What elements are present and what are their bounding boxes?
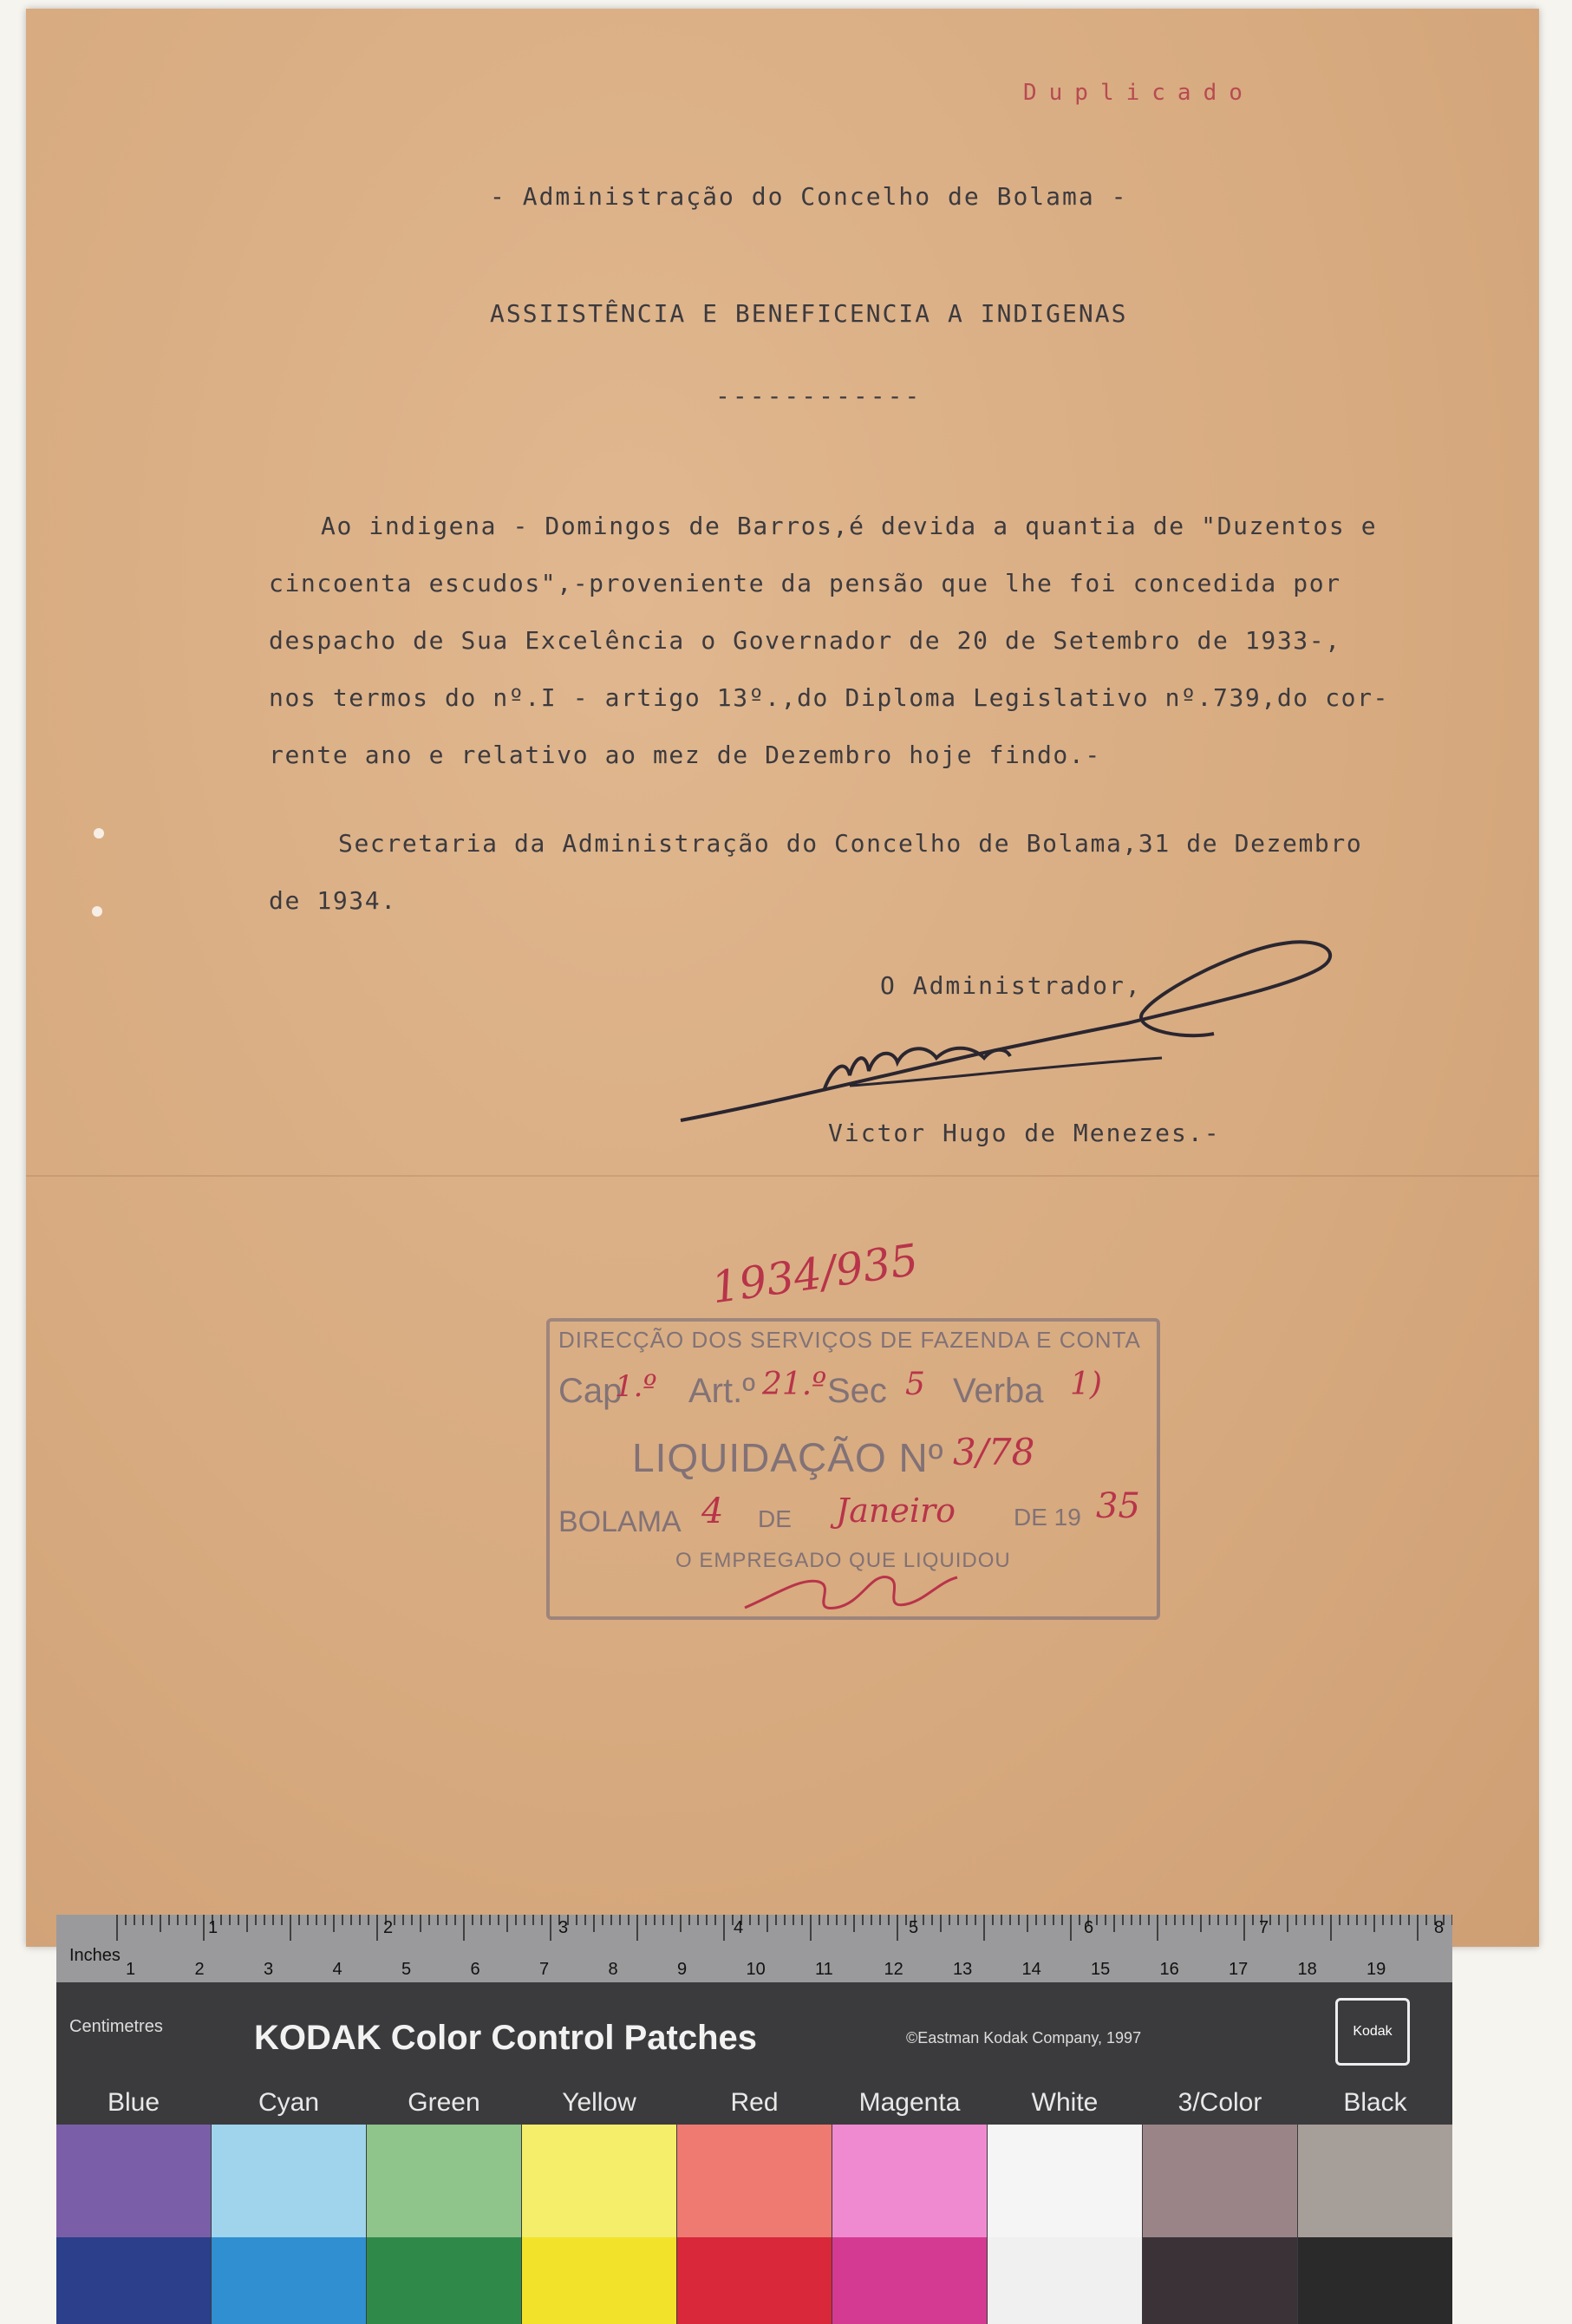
color-patch-bottom (367, 2237, 521, 2324)
inch-tick-label: 1 (208, 1918, 219, 1937)
separator-line: ------------ (715, 382, 923, 410)
liquidation-stamp (546, 1318, 1160, 1620)
color-patch-bottom (677, 2237, 832, 2324)
cm-tick-label: 4 (332, 1960, 342, 1979)
color-patch-bottom (1298, 2237, 1452, 2324)
stamp-de-label: DE (758, 1505, 792, 1532)
kodak-color-strip (56, 1915, 1452, 2324)
cm-tick-label: 16 (1159, 1960, 1179, 1979)
color-patch-bottom (988, 2237, 1142, 2324)
inch-tick-label: 2 (383, 1918, 394, 1937)
stamp-cap-value: 1.º (615, 1369, 657, 1404)
cm-tick-label: 11 (815, 1960, 833, 1979)
paper-fold-line (26, 1175, 1539, 1177)
color-patch-bottom (832, 2237, 987, 2324)
cm-tick-label: 12 (884, 1960, 903, 1979)
body-line: nos termos do nº.I - artigo 13º.,do Diploma Legislativo nº.739,do cor- (269, 683, 1390, 712)
stamp-top-line: DIRECÇÃO DOS SERVIÇOS DE FAZENDA E CONTA (558, 1327, 1141, 1353)
stamp-initials-graphic (740, 1560, 966, 1621)
stamp-liquidacao-label: LIQUIDAÇÃO Nº (632, 1435, 944, 1480)
patch-label: Blue (107, 2088, 160, 2117)
cm-tick-label: 3 (264, 1960, 274, 1979)
stamp-sec-label: Sec (827, 1372, 887, 1410)
stamp-bolama-label: BOLAMA (558, 1505, 682, 1538)
cm-tick-label: 9 (677, 1960, 688, 1979)
signoff-text: O Administrador, (880, 971, 1142, 1000)
kodak-logo: Kodak (1335, 1998, 1410, 2066)
stamp-verba-value: 1) (1070, 1367, 1102, 1402)
patch-label: 3/Color (1177, 2088, 1262, 2117)
stamp-year-prefix: DE 19 (1014, 1504, 1081, 1531)
stamp-month-value: Janeiro (836, 1492, 956, 1530)
signer-name: Victor Hugo de Menezes.- (828, 1119, 1221, 1147)
cm-tick-label: 17 (1229, 1960, 1249, 1979)
color-patch-bottom (1143, 2237, 1297, 2324)
kodak-copyright: ©Eastman Kodak Company, 1997 (906, 2029, 1142, 2047)
stamp-sec-value: 5 (905, 1367, 925, 1402)
color-patch-top (832, 2125, 987, 2237)
stamp-liquidacao-value: 3/78 (953, 1431, 1035, 1473)
color-patch-bottom (56, 2237, 211, 2324)
color-patch-top (367, 2125, 521, 2237)
stamp-art-label: Art.º (688, 1372, 755, 1410)
stamp-art-value: 21.º (762, 1367, 827, 1402)
cm-tick-label: 1 (126, 1960, 136, 1979)
patch-label: White (1031, 2088, 1099, 2117)
color-patch-top (1143, 2125, 1297, 2237)
signature-graphic (676, 937, 1370, 1136)
patch-label: Cyan (258, 2088, 320, 2117)
color-patch-top (522, 2125, 676, 2237)
cm-tick-label: 19 (1367, 1960, 1386, 1979)
duplicate-mark: Duplicado (1023, 80, 1255, 106)
stamp-empregado-label: O EMPREGADO QUE LIQUIDOU (675, 1549, 1011, 1572)
inch-tick-label: 8 (1434, 1918, 1445, 1937)
kodak-title: KODAK Color Control Patches (254, 2019, 758, 2057)
punch-hole (94, 828, 104, 839)
body-line: despacho de Sua Excelência o Governador de 20 de Setembro de 1933-, (269, 626, 1341, 655)
color-patch-top (677, 2125, 832, 2237)
cm-tick-label: 8 (608, 1960, 618, 1979)
cm-tick-label: 7 (539, 1960, 550, 1979)
cm-tick-label: 15 (1091, 1960, 1111, 1979)
color-patch-top (212, 2125, 366, 2237)
cm-tick-label: 13 (953, 1960, 973, 1979)
patch-label: Red (730, 2088, 779, 2117)
inch-tick-label: 5 (909, 1918, 919, 1937)
body-line: rente ano e relativo ao mez de Dezembro hoje findo.- (269, 741, 1101, 769)
stamp-day-value: 4 (701, 1492, 724, 1531)
cm-tick-label: 2 (194, 1960, 205, 1979)
subheader-title: ASSIISTÊNCIA E BENEFICENCIA A INDIGENAS (490, 299, 1128, 328)
color-patch-bottom (522, 2237, 676, 2324)
cm-tick-label: 14 (1021, 1960, 1041, 1979)
closing-line: de 1934. (269, 886, 397, 915)
header-title: - Administração do Concelho de Bolama - (490, 182, 1128, 211)
body-line: Ao indigena - Domingos de Barros,é devida a quantia de "Duzentos e (321, 512, 1378, 540)
cm-tick-label: 10 (746, 1960, 766, 1979)
stamp-year-value: 35 (1096, 1486, 1140, 1526)
centimetres-label: Centimetres (69, 2017, 163, 2036)
cm-tick-label: 5 (401, 1960, 412, 1979)
inch-tick-label: 7 (1259, 1918, 1269, 1937)
punch-hole (92, 906, 102, 917)
color-patch-top (56, 2125, 211, 2237)
patch-label: Black (1343, 2088, 1407, 2117)
stamp-cap-label: Cap (558, 1372, 623, 1410)
inches-label: Inches (69, 1946, 121, 1965)
inch-tick-label: 3 (558, 1918, 569, 1937)
cm-tick-label: 6 (470, 1960, 480, 1979)
closing-line: Secretaria da Administração do Concelho de Bolama,31 de Dezembro (338, 829, 1363, 858)
document-paper (26, 9, 1539, 1947)
inch-tick-label: 4 (734, 1918, 744, 1937)
color-patch-bottom (212, 2237, 366, 2324)
patch-label: Magenta (858, 2088, 961, 2117)
cm-tick-label: 18 (1297, 1960, 1317, 1979)
body-line: cincoenta escudos",-proveniente da pensão que lhe foi concedida por (269, 569, 1341, 597)
inch-tick-label: 6 (1084, 1918, 1094, 1937)
patch-label: Yellow (562, 2088, 636, 2117)
color-patch-top (988, 2125, 1142, 2237)
stamp-verba-label: Verba (953, 1372, 1044, 1410)
patch-label: Green (408, 2088, 480, 2117)
handwritten-year: 1934/935 (708, 1234, 922, 1314)
color-patch-top (1298, 2125, 1452, 2237)
